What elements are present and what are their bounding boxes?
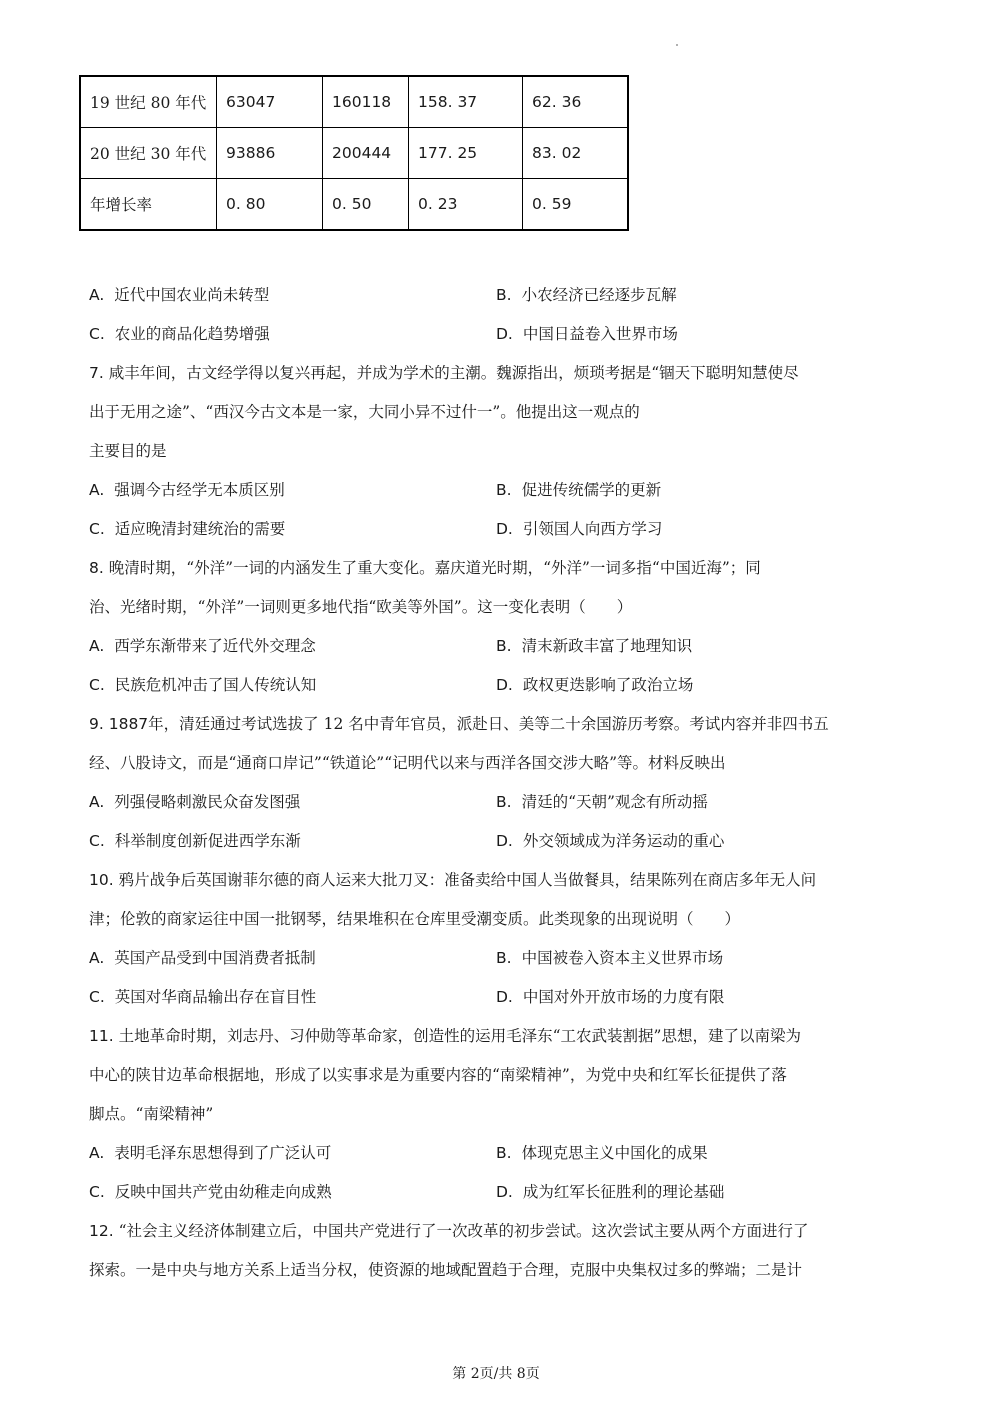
question-text: “社会主义经济体制建立后，中国共产党进行了一次改革的初步尝试。这次尝试主要从两个方面进行了 [118, 1222, 809, 1240]
option-text: 清廷的“天朝”观念有所动摇 [521, 793, 708, 811]
table-cell: 20 世纪 30 年代 [80, 128, 217, 179]
table-cell: 19 世纪 80 年代 [80, 76, 217, 128]
dot-mark [676, 44, 678, 46]
option-text: 表明毛泽东思想得到了广泛认可 [114, 1144, 332, 1162]
question-text: 年，清廷通过考试选拔了 12 名中青年官员，派赴日、美等二十余国游历考察。考试内容并非四书五 [148, 715, 829, 733]
question-10-line1 [89, 870, 816, 890]
option-text: 引领国人向西方学习 [522, 520, 663, 538]
question-9-line2 [89, 753, 726, 773]
option-text: 成为红军长征胜利的理论基础 [522, 1183, 725, 1201]
option-text: 科举制度创新促进西学东渐 [114, 832, 301, 850]
option-8b[interactable]: B. 清末新政丰富了地理知识 [496, 637, 693, 655]
option-8d[interactable]: D. 政权更迭影响了政治立场 [496, 676, 694, 694]
option-text: 小农经济已经逐步瓦解 [521, 286, 677, 304]
table-cell: 93886 [217, 128, 323, 179]
question-text: 土地革命时期，刘志丹、习仲勋等革命家，创造性的运用毛泽东“工农武装割据”思想，建了以南梁为 [118, 1027, 801, 1045]
table-cell: 158. 37 [409, 76, 523, 128]
question-7-line1 [89, 363, 799, 383]
option-text: 西学东渐带来了近代外交理念 [114, 637, 316, 655]
question-text: 探索。一是中央与地方关系上适当分权，使资源的地域配置趋于合理，克服中央集权过多的弊端；二是计 [89, 1261, 803, 1279]
option-text: 反映中国共产党由幼稚走向成熟 [114, 1183, 332, 1201]
question-9-line1 [89, 714, 829, 734]
option-6a[interactable]: A. 近代中国农业尚未转型 [89, 286, 270, 304]
option-10a[interactable]: A. 英国产品受到中国消费者抵制 [89, 949, 316, 967]
statistics-table [79, 75, 629, 231]
question-number: 7. [89, 364, 104, 382]
question-number: 11. [89, 1027, 114, 1045]
option-text: 列强侵略刺激民众奋发图强 [114, 793, 301, 811]
option-9d[interactable]: D. 外交领域成为洋务运动的重心 [496, 832, 725, 850]
option-7d[interactable]: D. 引领国人向西方学习 [496, 520, 663, 538]
page-footer: 第 2页/共 8页 [452, 1366, 540, 1382]
question-text: 经、八股诗文，而是“通商口岸记”“铁道论”“记明代以来与西洋各国交涉大略”等。材料反映出 [89, 754, 726, 772]
question-7-line3 [89, 441, 167, 461]
option-text: 强调今古经学无本质区别 [114, 481, 285, 499]
option-10d[interactable]: D. 中国对外开放市场的力度有限 [496, 988, 725, 1006]
question-11-line2 [89, 1065, 787, 1085]
table-cell: 0. 80 [217, 179, 323, 231]
question-11-line1 [89, 1026, 801, 1046]
question-text: 津；伦敦的商家运往中国一批钢琴，结果堆积在仓库里受潮变质。此类现象的出现说明（ ） [89, 910, 741, 928]
option-6b[interactable]: B. 小农经济已经逐步瓦解 [496, 286, 677, 304]
option-text: 中国日益卷入世界市场 [522, 325, 678, 343]
option-text: 适应晚清封建统治的需要 [114, 520, 286, 538]
table-cell: 200444 [323, 128, 409, 179]
table-row [80, 76, 628, 128]
question-number: 12. [89, 1222, 114, 1240]
table-row [80, 179, 628, 231]
question-text: 中心的陕甘边革命根据地，形成了以实事求是为重要内容的“南梁精神”，为党中央和红军长征提供了落 [89, 1066, 787, 1084]
option-8a[interactable]: A. 西学东渐带来了近代外交理念 [89, 637, 316, 655]
option-text: 中国对外开放市场的力度有限 [522, 988, 725, 1006]
question-12-line2 [89, 1260, 802, 1280]
option-7a[interactable]: A. 强调今古经学无本质区别 [89, 481, 285, 499]
option-9b[interactable]: B. 清廷的“天朝”观念有所动摇 [496, 793, 708, 811]
table-cell: 0. 50 [323, 179, 409, 231]
question-8-line1 [89, 558, 761, 578]
option-text: 近代中国农业尚未转型 [114, 286, 270, 304]
option-11d[interactable]: D. 成为红军长征胜利的理论基础 [496, 1183, 725, 1201]
question-text: 出于无用之途”、“西汉今古文本是一家，大同小异不过什一”。他提出这一观点的 [89, 403, 640, 421]
table-cell: 0. 59 [523, 179, 629, 231]
question-12-line1 [89, 1221, 809, 1241]
question-8-line2 [89, 597, 632, 617]
option-11a[interactable]: A. 表明毛泽东思想得到了广泛认可 [89, 1144, 332, 1162]
option-6c[interactable]: C. 农业的商品化趋势增强 [89, 325, 270, 343]
option-10b[interactable]: B. 中国被卷入资本主义世界市场 [496, 949, 724, 967]
option-text: 体现克思主义中国化的成果 [521, 1144, 708, 1162]
option-text: 中国被卷入资本主义世界市场 [521, 949, 724, 967]
question-text: 脚点。“南梁精神” [89, 1105, 214, 1123]
option-10c[interactable]: C. 英国对华商品输出存在盲目性 [89, 988, 317, 1006]
table-cell: 年增长率 [80, 179, 217, 231]
option-text: 外交领域成为洋务运动的重心 [522, 832, 725, 850]
option-text: 农业的商品化趋势增强 [114, 325, 270, 343]
option-text: 清末新政丰富了地理知识 [521, 637, 693, 655]
table-cell: 0. 23 [409, 179, 523, 231]
question-7-line2 [89, 402, 640, 422]
table-cell: 160118 [323, 76, 409, 128]
option-text: 民族危机冲击了国人传统认知 [114, 676, 317, 694]
question-number: 8. [89, 559, 104, 577]
question-text: 晚清时期，“外洋”一词的内涵发生了重大变化。嘉庆道光时期，“外洋”一词多指“中国近海”；同 [108, 559, 761, 577]
table-cell: 63047 [217, 76, 323, 128]
option-11b[interactable]: B. 体现克思主义中国化的成果 [496, 1144, 708, 1162]
question-text: 治、光绪时期，“外洋”一词则更多地代指“欧美等外国”。这一变化表明（ ） [89, 598, 633, 616]
question-11-line3 [89, 1104, 213, 1124]
question-10-line2 [89, 909, 740, 929]
question-text: 主要目的是 [89, 442, 167, 460]
option-9c[interactable]: C. 科举制度创新促进西学东渐 [89, 832, 301, 850]
option-11c[interactable]: C. 反映中国共产党由幼稚走向成熟 [89, 1183, 332, 1201]
question-text: 咸丰年间，古文经学得以复兴再起，并成为学术的主潮。魏源指出，烦琐考据是“锢天下聪明知慧使尽 [108, 364, 799, 382]
table-row [80, 128, 628, 179]
option-8c[interactable]: C. 民族危机冲击了国人传统认知 [89, 676, 317, 694]
table-cell: 83. 02 [523, 128, 629, 179]
option-text: 英国产品受到中国消费者抵制 [114, 949, 316, 967]
question-number: 9. 1887 [89, 715, 149, 733]
option-7b[interactable]: B. 促进传统儒学的更新 [496, 481, 662, 499]
option-9a[interactable]: A. 列强侵略刺激民众奋发图强 [89, 793, 301, 811]
option-text: 促进传统儒学的更新 [521, 481, 662, 499]
table-cell: 177. 25 [409, 128, 523, 179]
option-text: 英国对华商品输出存在盲目性 [114, 988, 317, 1006]
option-text: 政权更迭影响了政治立场 [522, 676, 694, 694]
question-number: 10. [89, 871, 114, 889]
table-cell: 62. 36 [523, 76, 629, 128]
option-6d[interactable]: D. 中国日益卷入世界市场 [496, 325, 678, 343]
option-7c[interactable]: C. 适应晚清封建统治的需要 [89, 520, 286, 538]
question-text: 鸦片战争后英国谢菲尔德的商人运来大批刀叉：准备卖给中国人当做餐具，结果陈列在商店多年无人问 [118, 871, 817, 889]
